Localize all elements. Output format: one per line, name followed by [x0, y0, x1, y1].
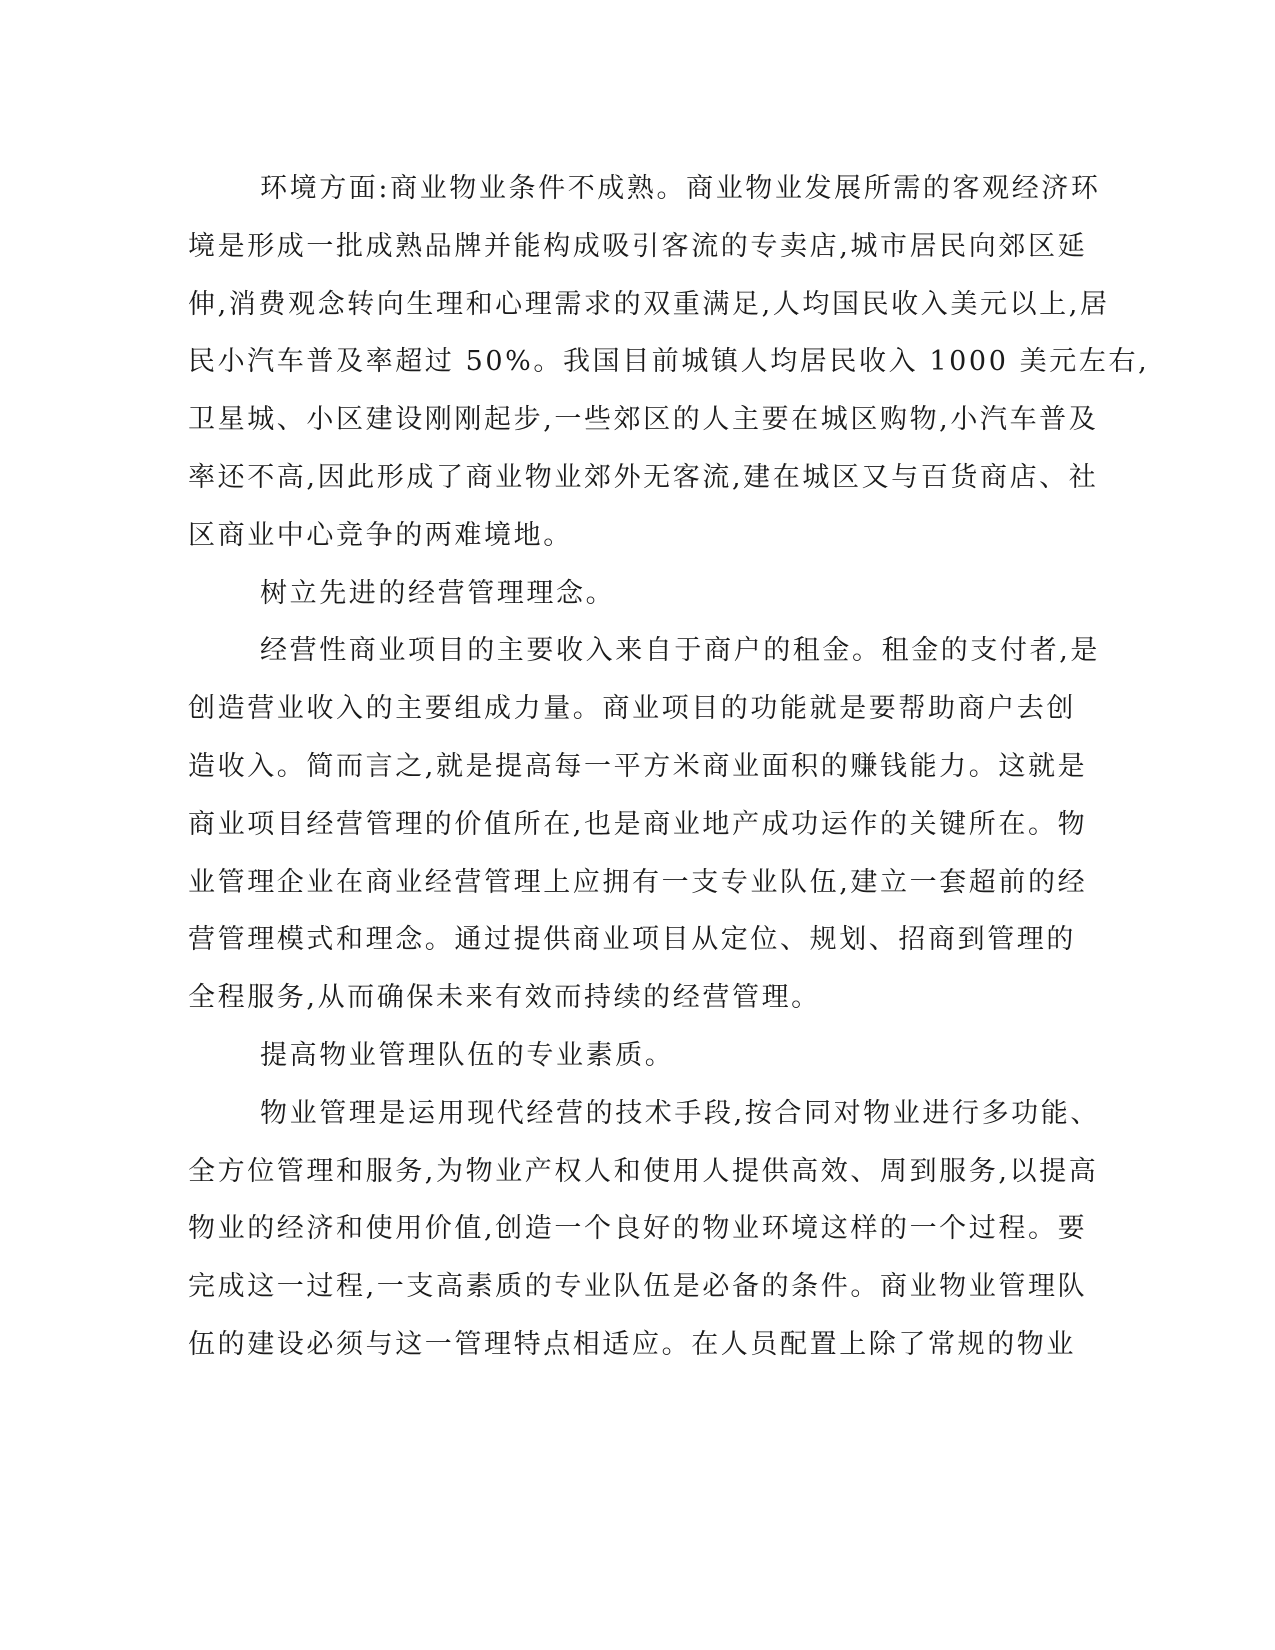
section-heading: 提高物业管理队伍的专业素质。	[260, 1039, 675, 1071]
paragraph-line: 伸,消费观念转向生理和心理需求的双重满足,人均国民收入美元以上,居	[188, 288, 1110, 320]
paragraph-line: 率还不高,因此形成了商业物业郊外无客流,建在城区又与百货商店、社	[188, 461, 1099, 493]
paragraph-line: 完成这一过程,一支高素质的专业队伍是必备的条件。商业物业管理队	[188, 1271, 1088, 1303]
paragraph-line: 营管理模式和理念。通过提供商业项目从定位、规划、招商到管理的	[188, 924, 1076, 956]
paragraph-line: 区商业中心竞争的两难境地。	[188, 519, 573, 551]
paragraph-line: 民小汽车普及率超过 50%。我国目前城镇人均居民收入 1000 美元左右,	[188, 346, 1150, 378]
document-body	[188, 160, 1150, 1374]
paragraph-line: 全程服务,从而确保未来有效而持续的经营管理。	[188, 982, 821, 1014]
paragraph-line: 造收入。简而言之,就是提高每一平方米商业面积的赚钱能力。这就是	[188, 750, 1088, 782]
paragraph-line: 伍的建设必须与这一管理特点相适应。在人员配置上除了常规的物业	[188, 1328, 1076, 1360]
paragraph-line: 物业管理是运用现代经营的技术手段,按合同对物业进行多功能、	[260, 1097, 1100, 1129]
paragraph-line: 环境方面:商业物业条件不成熟。商业物业发展所需的客观经济环	[260, 173, 1101, 204]
section-heading: 树立先进的经营管理理念。	[260, 577, 616, 609]
paragraph-line: 业管理企业在商业经营管理上应拥有一支专业队伍,建立一套超前的经	[188, 866, 1088, 898]
paragraph-line: 卫星城、小区建设刚刚起步,一些郊区的人主要在城区购物,小汽车普及	[188, 404, 1099, 436]
paragraph-line: 物业的经济和使用价值,创造一个良好的物业环境这样的一个过程。要	[188, 1213, 1088, 1245]
paragraph-line: 境是形成一批成熟品牌并能构成吸引客流的专卖店,城市居民向郊区延	[188, 230, 1088, 262]
paragraph-line: 商业项目经营管理的价值所在,也是商业地产成功运作的关键所在。物	[188, 808, 1088, 840]
paragraph-line: 经营性商业项目的主要收入来自于商户的租金。租金的支付者,是	[260, 635, 1100, 667]
paragraph-line: 全方位管理和服务,为物业产权人和使用人提供高效、周到服务,以提高	[188, 1155, 1099, 1187]
paragraph-line: 创造营业收入的主要组成力量。商业项目的功能就是要帮助商户去创	[188, 693, 1076, 725]
